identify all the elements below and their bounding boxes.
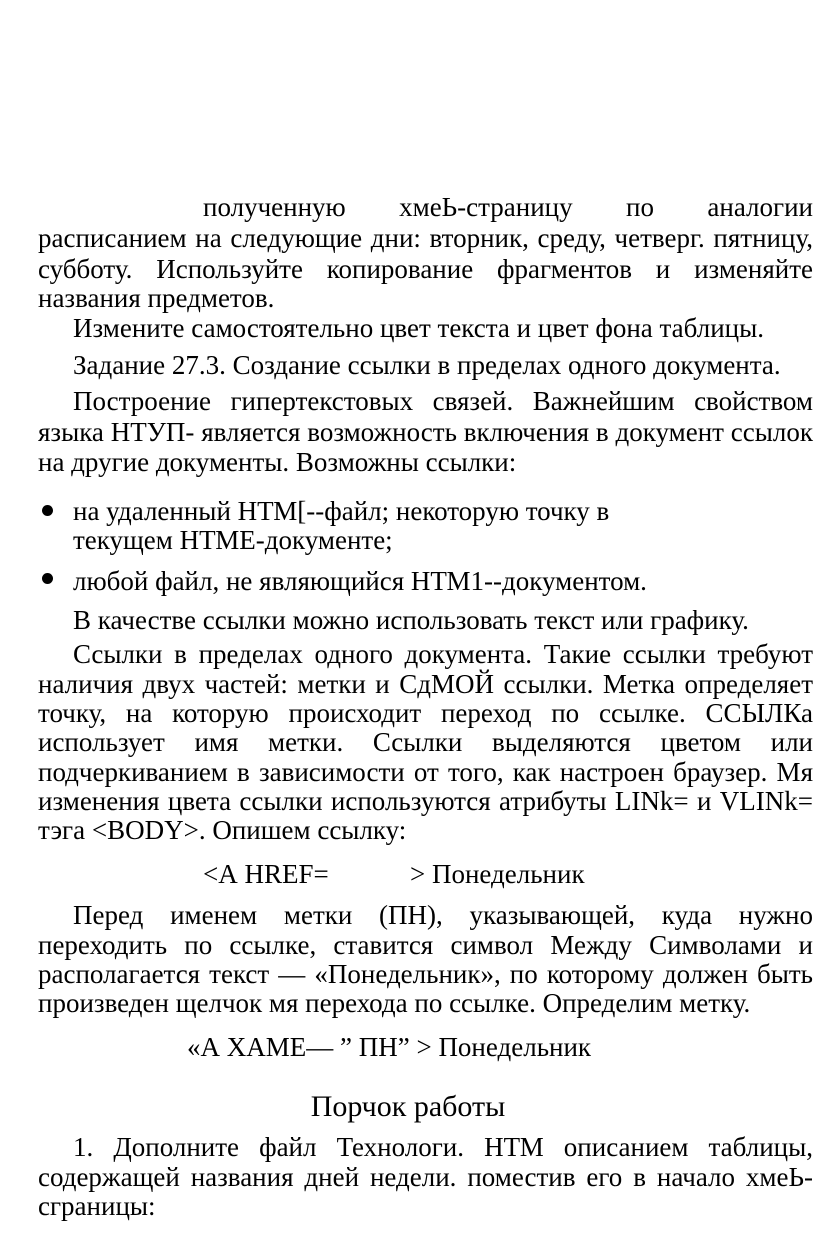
task-title: Задание 27.3. Создание ссылки в пределах одного документа. [73,350,781,380]
section-heading: Порчок работы [310,1090,506,1123]
paragraph-7-line-3: сграницы: [38,1191,156,1221]
paragraph-5-line-6: изменения цвета ссылки используются атрибуты LINk= и VLINk= [38,786,813,816]
paragraph-5-line-7: тэга <BODY>. Опишем ссылку: [38,815,407,845]
paragraph-5-line-3: точку, на которую происходит переход по ссылке. ССЫЛКа [38,698,813,728]
paragraph-1-line-4: названия предметов. [38,283,275,313]
paragraph-6-line-3: располагается текст — «Понедельник», по которому должен быть [38,959,813,989]
paragraph-5-line-4: использует имя метки. Ссылки выделяются цветом или [38,727,813,757]
code-line-1-part-1: <А HREF= [203,859,329,889]
code-line-2: «А ХАМЕ— ” ПН” > Понедельник [187,1032,592,1062]
paragraph-4: В качестве ссылки можно использовать текст или графику. [73,605,749,635]
paragraph-2: Измените самостоятельно цвет текста и цвет фона таблицы. [73,313,764,343]
paragraph-1-line-3: субботу. Используйте копирование фрагментов и изменяйте [38,254,813,284]
bullet-2-line-1: любой файл, не являющийся НТМ1--документом. [73,566,647,596]
paragraph-3-line-2: языка НТУП- является возможность включения в документ ссылок [38,417,813,447]
paragraph-7-line-2: содержащей названия дней недели. поместив его в начало хмеЬ- [38,1162,813,1192]
paragraph-6-line-1: Перед именем метки (ПН), указывающей, куда нужно [73,900,813,930]
paragraph-5-line-2: наличия двух частей: метки и СдМОЙ ссылки. Метка определяет [38,669,813,699]
paragraph-6-line-4: произведен щелчок мя перехода по ссылке. Определим метку. [38,988,751,1018]
bullet-marker [42,573,53,584]
paragraph-5-line-1: Ссылки в пределах одного документа. Такие ссылки требуют [73,639,813,669]
paragraph-7-line-1: 1. Дополните файл Технологи. НТМ описанием таблицы, [73,1132,813,1162]
paragraph-5-line-5: подчеркиванием в зависимости от того, как настроен браузер. Мя [38,757,813,787]
paragraph-3-line-3: на другие документы. Возможны ссылки: [38,447,517,477]
paragraph-6-line-2: переходить по ссылке, ставится символ Между Символами и [38,930,813,960]
code-line-1-part-2: > Понедельник [410,859,585,889]
bullet-1-line-2: текущем НТМЕ-документе; [73,525,393,555]
paragraph-1-line-1: полученную хмеЬ-страницу по аналогии [203,192,813,222]
paragraph-3-line-1: Построение гипертекстовых связей. Важнейшим свойством [73,386,813,416]
bullet-marker [42,505,53,516]
bullet-1-line-1: на удаленный НТМ[--файл; некоторую точку в [73,496,610,526]
paragraph-1-line-2: расписанием на следующие дни: вторник, среду, четверг. пятницу, [38,223,813,253]
